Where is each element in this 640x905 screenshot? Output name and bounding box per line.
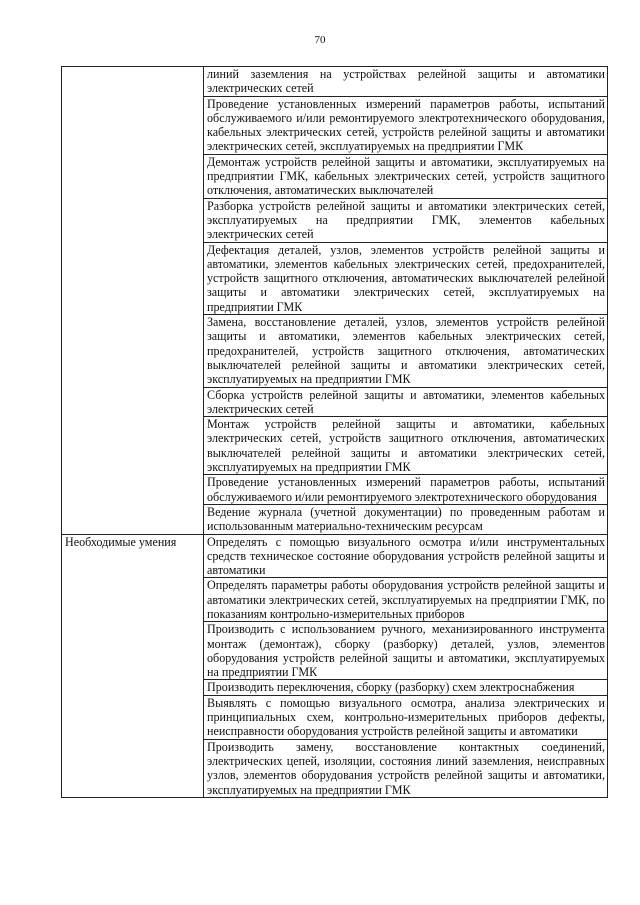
table-cell: Дефектация деталей, узлов, элементов устройств релейной защиты и автоматики, элементов кабельных электрических сетей, предохранителей, устройств защитного отключения, автоматических выключателей релейной защиты и автоматики электрических сетей, эксплуатируемых на предприятии ГМК <box>204 242 608 314</box>
page-number: 70 <box>314 34 326 46</box>
table-cell: Разборка устройств релейной защиты и автоматики электрических сетей, эксплуатируемых на предприятии ГМК, элементов кабельных электрических сетей <box>204 198 608 242</box>
row-label-required-skills <box>62 534 204 797</box>
table-cell: Проведение установленных измерений параметров работы, испытаний обслуживаемого и/или ремонтируемого электротехнического оборудования <box>204 475 608 505</box>
table-cell: Производить замену, восстановление контактных соединений, электрических цепей, изоляции, состояния линий заземления, неисправных узлов, элементов оборудования устройств релейной защиты и автоматики, эксплуатируемых на предприятии ГМК <box>204 739 608 797</box>
table-row <box>62 534 608 578</box>
table-cell: Замена, восстановление деталей, узлов, элементов устройств релейной защиты и автоматики, элементов кабельных электрических сетей, предохранителей, устройств защитного отключения, автоматических выключателей релейной защиты и автоматики электрических сетей, эксплуатируемых на предприятии ГМК <box>204 315 608 387</box>
section-label: Необходимые умения <box>65 534 177 549</box>
table-cell: Демонтаж устройств релейной защиты и автоматики, эксплуатируемых на предприятии ГМК, кабельных электрических сетей, устройств защитного отключения, автоматических выключателей <box>204 154 608 198</box>
table-cell: Производить с использованием ручного, механизированного инструмента монтаж (демонтаж), сборку (разборку) деталей, узлов, элементов оборудования устройств релейной защиты и автоматики, эксплуатируемых на предприятии ГМК <box>204 622 608 680</box>
competency-table <box>61 66 608 798</box>
table-cell: Проведение установленных измерений параметров работы, испытаний обслуживаемого и/или ремонтируемого электротехнического оборудования, кабельных электрических сетей, устройств релейной защиты и автоматики электрических сетей, эксплуатируемых на предприятии ГМК <box>204 96 608 154</box>
table-cell: Сборка устройств релейной защиты и автоматики, элементов кабельных электрических сетей <box>204 387 608 417</box>
table-cell: Выявлять с помощью визуального осмотра, анализа электрических и принципиальных схем, контрольно-измерительных приборов дефекты, неисправности оборудования устройств релейной защиты и автоматики <box>204 695 608 739</box>
table-row <box>62 67 608 97</box>
table-cell: Определять с помощью визуального осмотра и/или инструментальных средств техническое состояние оборудования устройств релейной защиты и автоматики <box>204 534 608 578</box>
row-label-empty <box>62 67 204 535</box>
table-cell: линий заземления на устройствах релейной защиты и автоматики электрических сетей <box>204 67 608 97</box>
table-cell: Определять параметры работы оборудования устройств релейной защиты и автоматики электрических сетей, эксплуатируемых на предприятии ГМК, по показаниям контрольно-измерительных приборов <box>204 578 608 622</box>
table-cell: Ведение журнала (учетной документации) по проведенным работам и использованным материально-техническим ресурсам <box>204 504 608 534</box>
table-cell: Производить переключения, сборку (разборку) схем электроснабжения <box>204 680 608 695</box>
table-cell: Монтаж устройств релейной защиты и автоматики, кабельных электрических сетей, устройств защитного отключения, автоматических выключателей релейной защиты и автоматики электрических сетей, эксплуатируемых на предприятии ГМК <box>204 417 608 475</box>
